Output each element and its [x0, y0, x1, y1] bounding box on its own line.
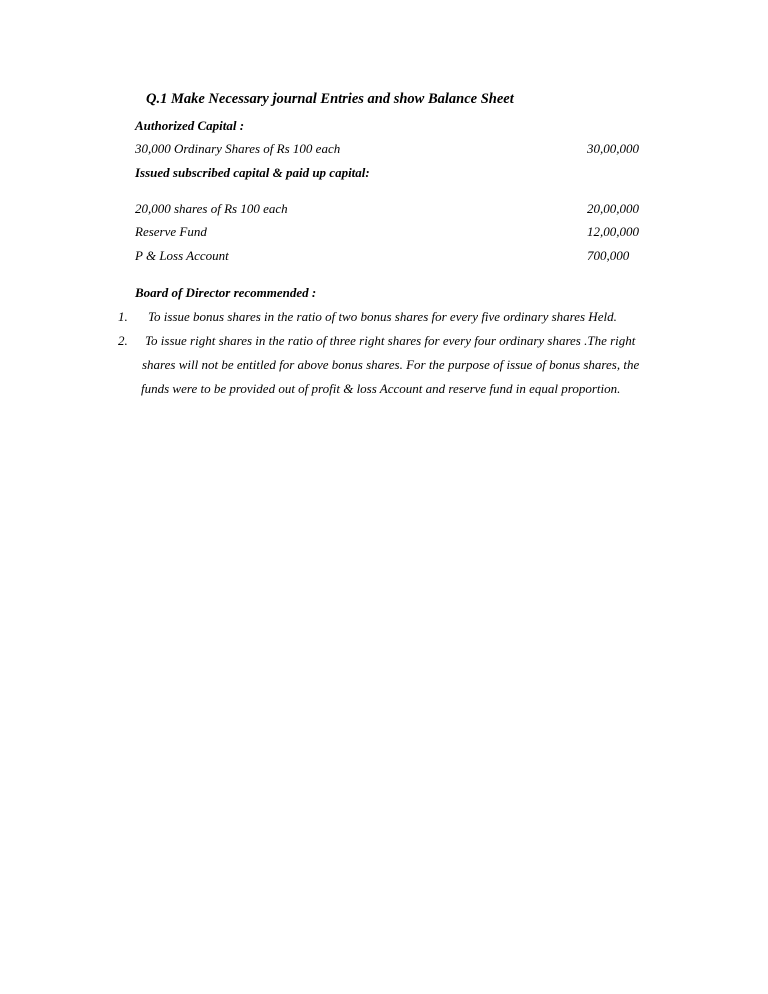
profit-loss-label: P & Loss Account — [135, 248, 229, 263]
issued-row-label: 20,000 shares of Rs 100 each — [135, 201, 288, 216]
question-title: Q.1 Make Necessary journal Entries and show Balance Sheet — [146, 91, 514, 107]
authorized-row-amount: 30,00,000 — [587, 141, 639, 156]
reserve-fund-amount: 12,00,000 — [587, 224, 639, 239]
issued-row-amount: 20,00,000 — [587, 201, 639, 216]
profit-loss-amount: 700,000 — [587, 248, 630, 263]
issued-capital-heading: Issued subscribed capital & paid up capital: — [135, 165, 370, 180]
reserve-fund-label: Reserve Fund — [135, 224, 207, 239]
list-item-number: 2. — [118, 333, 128, 348]
list-item-number: 1. — [118, 309, 128, 324]
list-item-text-continued: funds were to be provided out of profit & loss Account and reserve fund in equal proportion. — [141, 381, 621, 396]
list-item-text: To issue right shares in the ratio of three right shares for every four ordinary shares .The right — [145, 333, 636, 348]
board-heading: Board of Director recommended : — [135, 285, 317, 300]
list-item-text: To issue bonus shares in the ratio of two bonus shares for every five ordinary shares Held. — [148, 309, 617, 324]
authorized-row-label: 30,000 Ordinary Shares of Rs 100 each — [135, 141, 341, 156]
authorized-capital-heading: Authorized Capital : — [135, 118, 245, 133]
list-item-text-continued: shares will not be entitled for above bonus shares. For the purpose of issue of bonus shares, the — [142, 357, 640, 372]
